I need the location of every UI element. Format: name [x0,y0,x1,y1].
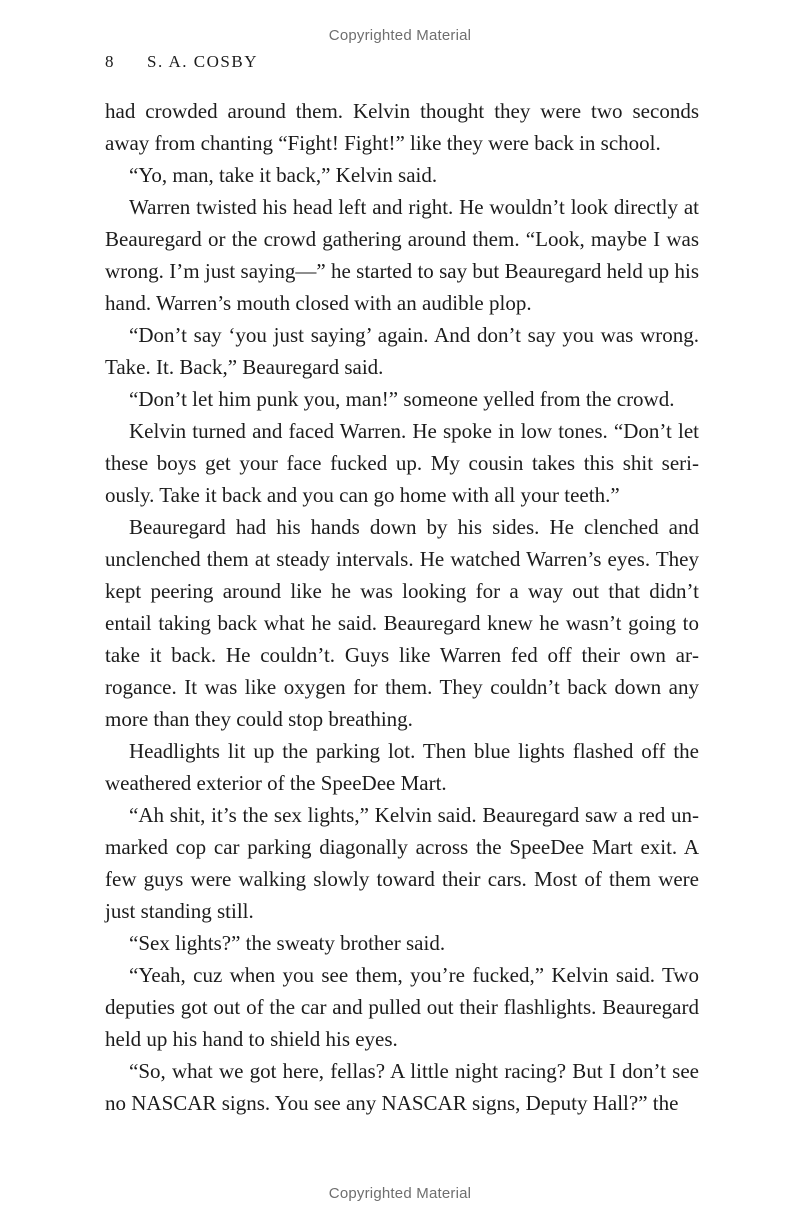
running-header [105,52,258,72]
paragraph: “So, what we got here, fellas? A little night racing? But I don’t see no NASCAR signs. You see any NASCAR signs, Deputy Hall?” the [105,1059,699,1115]
paragraph: Beauregard had his hands down by his sides. He clenched and unclenched them at steady intervals. He watched Warren’s eyes. They kept peering around like he was looking for a way out that didn’t entail taking back what he said. Beauregard knew he wasn’t going to take it back. He couldn’t. Guys like Warren fed off their own arrogance. It was like oxygen for them. They couldn’t back down any more than they could stop breathing. [105,515,699,731]
paragraph: “Yeah, cuz when you see them, you’re fucked,” Kelvin said. Two deputies got out of the car and pulled out their flashlights. Beauregard held up his hand to shield his eyes. [105,963,699,1051]
copyright-watermark-top: Copyrighted Material [328,27,472,44]
page-body-text [105,95,699,1119]
author-name: S. A. COSBY [147,52,258,71]
paragraph: Warren twisted his head left and right. He wouldn’t look directly at Beauregard or the crowd gathering around them. “Look, maybe I was wrong. I’m just saying—” he started to say but Beauregard held up his hand. Warren’s mouth closed with an audible plop. [105,195,699,315]
paragraph: “Sex lights?” the sweaty brother said. [129,931,446,955]
paragraph: had crowded around them. Kelvin thought they were two seconds away from chanting “Fight! Fight!” like they were back in school. [105,99,699,155]
paragraph: Headlights lit up the parking lot. Then blue lights flashed off the weathered exterior of the SpeeDee Mart. [105,739,699,795]
paragraph: Kelvin turned and faced Warren. He spoke in low tones. “Don’t let these boys get your face fucked up. My cousin takes this shit seriously. Take it back and you can go home with all your teeth.” [105,419,699,507]
paragraph: “Ah shit, it’s the sex lights,” Kelvin said. Beauregard saw a red unmarked cop car parking diagonally across the SpeeDee Mart exit. A few guys were walking slowly toward their cars. Most of them were just standing still. [105,803,699,923]
paragraph: “Don’t let him punk you, man!” someone yelled from the crowd. [129,387,675,411]
copyright-watermark-bottom: Copyrighted Material [328,1185,472,1202]
page-number: 8 [105,52,115,71]
paragraph: “Yo, man, take it back,” Kelvin said. [129,163,438,187]
paragraph: “Don’t say ‘you just saying’ again. And don’t say you was wrong. Take. It. Back,” Beauregard said. [105,323,699,379]
